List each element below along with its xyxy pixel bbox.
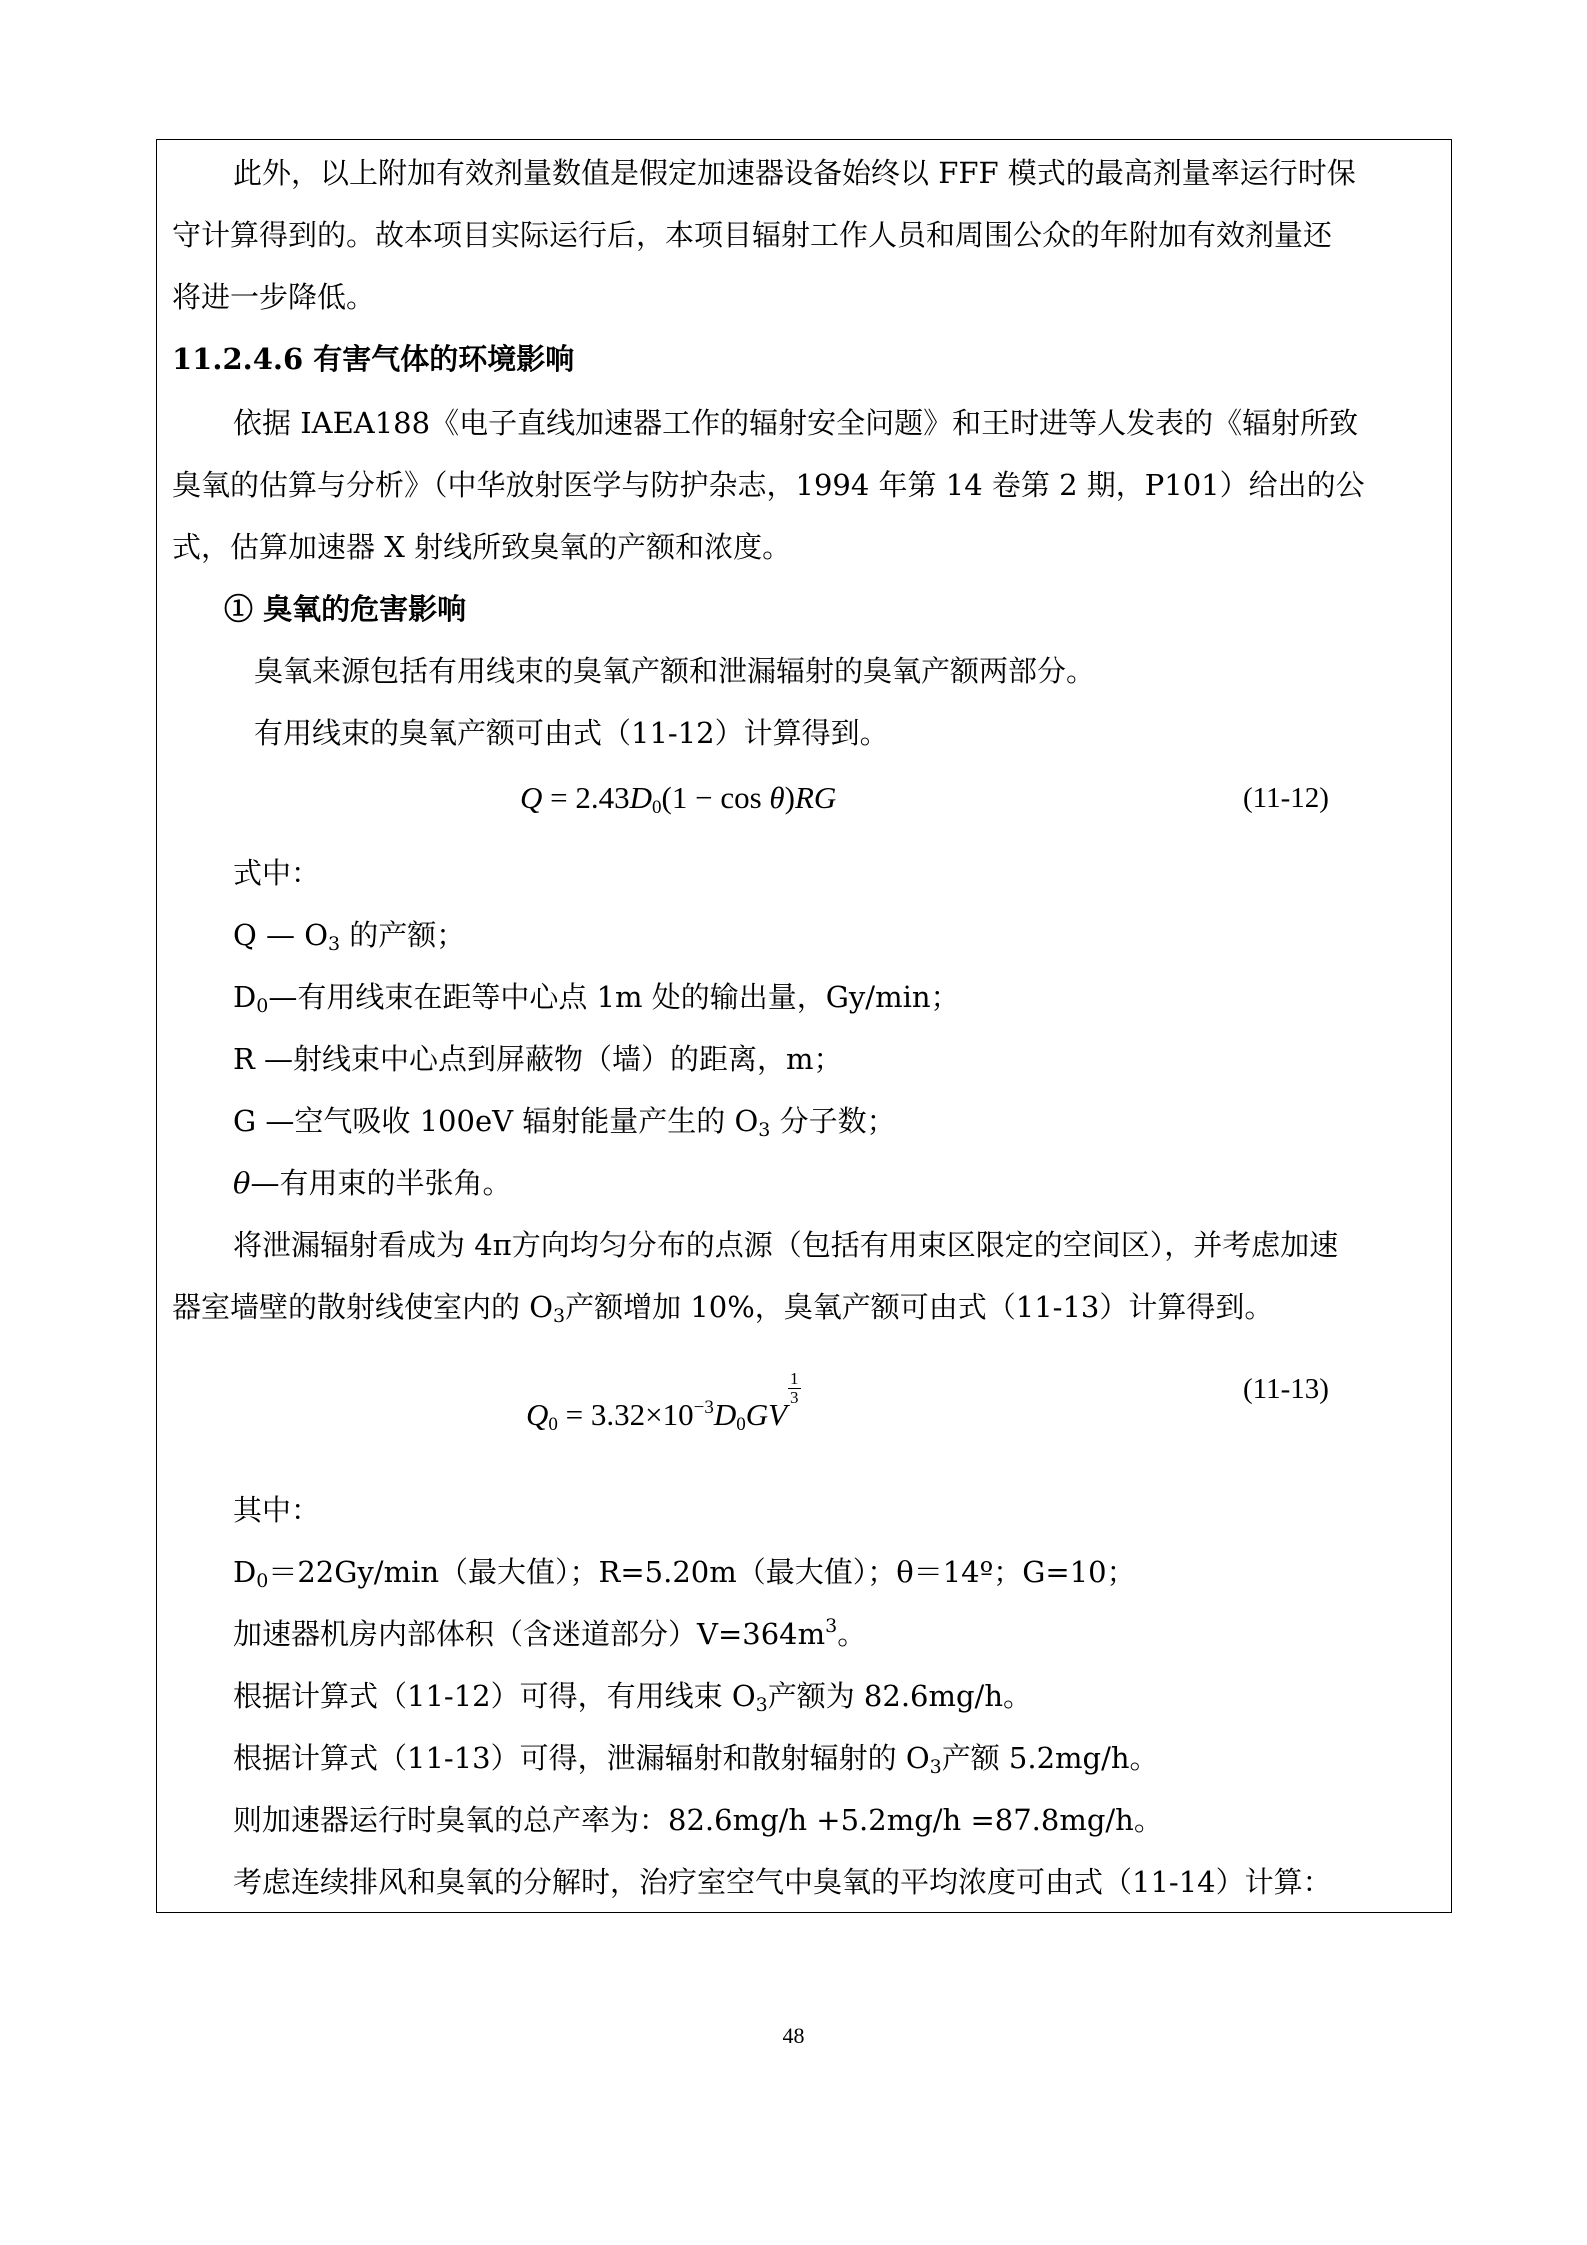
eq1-tail: ) [784, 780, 795, 815]
eq2-gv: GV [745, 1397, 788, 1432]
result-line-1: 根据计算式（11-12）可得，有用线束 $O_3$产额为 82.6mg/h。 [233, 1679, 1033, 1716]
paragraph-1-line-1: 此外，以上附加有效剂量数值是假定加速器设备始终以 FFF 模式的最高剂量率运行时保 [233, 156, 1356, 190]
equation-number-11-12: (11-12) [1243, 782, 1329, 814]
eq2-coef: = 3.32×10 [557, 1397, 694, 1432]
eq1-d: D [629, 780, 653, 815]
eq1-theta: θ [769, 780, 785, 815]
definition-g: G —空气吸收 100eV 辐射能量产生的 $O_3$ 分子数； [233, 1104, 896, 1141]
paragraph-2-line-1: 依据 IAEA188《电子直线加速器工作的辐射安全问题》和王时进等人发表的《辐射所致 [233, 406, 1359, 440]
eq2-exp: −3 [693, 1397, 714, 1418]
equation-11-12 [520, 778, 836, 818]
eq1-mid: (1 − cos [661, 780, 770, 815]
eq2-d: D [713, 1397, 737, 1432]
definition-d0: $D_0—$有用线束在距等中心点 1m 处的输出量，Gy/min； [233, 980, 960, 1017]
where-label-1: 式中： [233, 856, 321, 890]
paragraph-5-line-1: 将泄漏辐射看成为 4π方向均匀分布的点源（包括有用束区限定的空间区），并考虑加速 [233, 1228, 1339, 1262]
definition-r: R —射线束中心点到屏蔽物（墙）的距离，m； [233, 1042, 843, 1076]
paragraph-2-line-3: 式，估算加速器 X 射线所致臭氧的产额和浓度。 [172, 530, 792, 564]
where-label-2: 其中： [233, 1493, 321, 1527]
last-line: 考虑连续排风和臭氧的分解时，治疗室空气中臭氧的平均浓度可由式（11-14）计算： [233, 1865, 1332, 1899]
equation-number-11-13: (11-13) [1243, 1373, 1329, 1405]
paragraph-2-line-2: 臭氧的估算与分析》（中华放射医学与防护杂志，1994 年第 14 卷第 2 期，P101）给出的公 [172, 468, 1365, 502]
volume-line: 加速器机房内部体积（含迷道部分）$V=364m^3$。 [233, 1615, 867, 1651]
parameters-line: $D_0=22Gy/\min$（最大值）；R=5.20m（最大值）；θ＝14º；G=10； [233, 1555, 1136, 1592]
equation-11-13 [526, 1370, 801, 1435]
section-heading: 11.2.4.6 有害气体的环境影响 [172, 342, 575, 376]
paragraph-4: 有用线束的臭氧产额可由式（11-12）计算得到。 [254, 716, 889, 750]
eq2-q: Q [526, 1397, 549, 1432]
subsection-heading: ① 臭氧的危害影响 [224, 592, 467, 626]
result-line-2: 根据计算式（11-13）可得，泄漏辐射和散射辐射的 $O_3$产额 5.2mg/h。 [233, 1741, 1159, 1778]
paragraph-1-line-3: 将进一步降低。 [172, 280, 376, 314]
eq1-q: Q [520, 780, 543, 815]
eq2-d-sub: 0 [736, 1414, 746, 1435]
eq1-d-sub: 0 [652, 797, 662, 818]
page-number: 48 [782, 2023, 805, 2048]
definition-theta: θ—有用束的半张角。 [233, 1166, 512, 1200]
eq2-q-sub: 0 [548, 1414, 558, 1435]
definition-q: Q — $O_3$ 的产额； [233, 918, 466, 955]
total-line: 则加速器运行时臭氧的总产率为：82.6mg/h +5.2mg/h =87.8mg/h。 [233, 1803, 1163, 1837]
paragraph-1-line-2: 守计算得到的。故本项目实际运行后，本项目辐射工作人员和周围公众的年附加有效剂量还 [172, 218, 1333, 252]
paragraph-3: 臭氧来源包括有用线束的臭氧产额和泄漏辐射的臭氧产额两部分。 [254, 654, 1096, 688]
eq1-coef: = 2.43 [542, 780, 630, 815]
eq1-rg: RG [794, 780, 837, 815]
paragraph-5-line-2: 器室墙壁的散射线使室内的 $O_3$产额增加 10%，臭氧产额可由式（11-13）计算得到。 [172, 1290, 1274, 1327]
eq2-exponent-fraction: $\frac{1}{3}$ [790, 1369, 799, 1407]
